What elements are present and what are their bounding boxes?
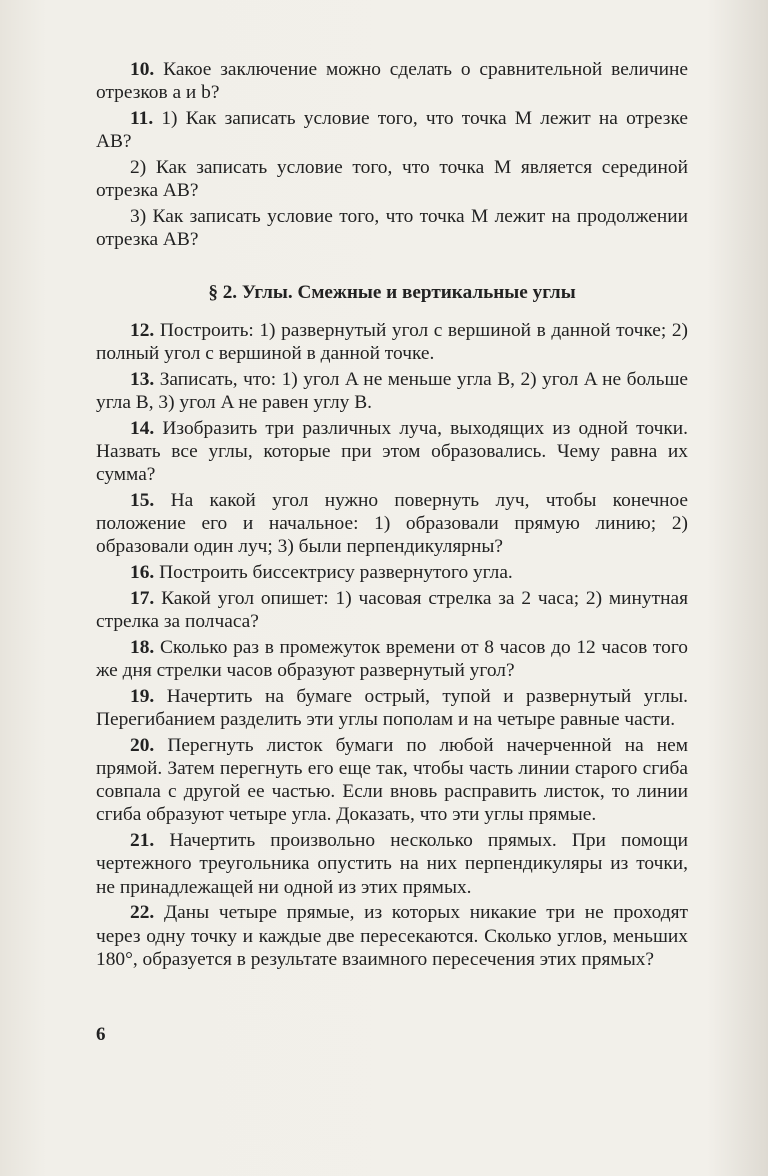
problem-text: Начертить на бумаге острый, тупой и развернутый углы. Перегибанием разделить эти углы пополам и на четыре равные части. xyxy=(96,685,688,731)
problem-17 xyxy=(96,587,688,633)
problem-14 xyxy=(96,417,688,487)
problem-22 xyxy=(96,901,688,971)
problem-text: Записать, что: 1) угол A не меньше угла B, 2) угол A не больше угла B, 3) угол A не равен углу B. xyxy=(96,368,688,413)
problem-number: 12. xyxy=(130,319,155,341)
problem-21 xyxy=(96,829,688,899)
problem-20 xyxy=(96,734,688,827)
problem-number: 13. xyxy=(130,368,155,390)
problem-text: Какое заключение можно сделать о сравнительной величине отрезков a и b? xyxy=(96,59,688,104)
problem-number: 18. xyxy=(130,636,155,658)
problem-text: Построить: 1) развернутый угол с вершиной в данной точке; 2) полный угол с вершиной в данной точке. xyxy=(96,319,688,364)
problem-number: 22. xyxy=(130,902,155,924)
problem-text: Построить биссектрису развернутого угла. xyxy=(159,562,513,584)
problem-number: 10. xyxy=(130,59,155,80)
problem-number: 19. xyxy=(130,685,155,707)
problem-19 xyxy=(96,685,688,731)
problem-10 xyxy=(96,58,688,104)
problem-11-part-2 xyxy=(96,156,688,202)
problem-number: 16. xyxy=(130,562,155,584)
problem-18 xyxy=(96,636,688,682)
problem-number: 15. xyxy=(130,489,155,511)
problem-text: 3) Как записать условие того, что точка M лежит на продолжении отрезка AB? xyxy=(96,206,688,251)
page-content xyxy=(96,58,688,974)
problem-15 xyxy=(96,489,688,559)
problem-text: Даны четыре прямые, из которых никакие три не проходят через одну точку и каждые две пересекаются. Сколько углов, меньших 180°, образуется в результате взаимного пересечения этих прямых? xyxy=(96,902,688,970)
problem-number: 14. xyxy=(130,417,155,439)
problem-text: Перегнуть листок бумаги по любой начерченной на нем прямой. Затем перегнуть его еще так, чтобы часть линии старого сгиба совпала с другой ее частью. Если вновь расправить листок, то линии сгиба образуют четыре угла. Доказать, что эти углы прямые. xyxy=(96,734,688,826)
problem-text: Какой угол опишет: 1) часовая стрелка за 2 часа; 2) минутная стрелка за полчаса? xyxy=(96,587,688,633)
problem-16 xyxy=(96,561,688,584)
problem-number: 17. xyxy=(130,587,155,609)
problem-text: На какой угол нужно повернуть луч, чтобы конечное положение его и начальное: 1) образовали прямую линию; 2) образовали один луч; 3) были перпендикулярны? xyxy=(96,489,688,558)
problem-11-part-3 xyxy=(96,205,688,251)
problem-12 xyxy=(96,319,688,365)
page-number: 6 xyxy=(96,1024,106,1045)
problem-number: 20. xyxy=(130,734,155,756)
problem-text: Начертить произвольно несколько прямых. При помощи чертежного треугольника опустить на них перпендикуляры из точки, не принадлежащей ни одной из этих прямых. xyxy=(96,830,688,898)
problem-text: 1) Как записать условие того, что точка M лежит на отрезке AB? xyxy=(96,108,688,153)
problem-number: 21. xyxy=(130,830,155,852)
problem-11-part-1 xyxy=(96,107,688,153)
problem-text: Изобразить три различных луча, выходящих из одной точки. Назвать все углы, которые при этом образовались. Чему равна их сумма? xyxy=(96,417,688,486)
section-heading: § 2. Углы. Смежные и вертикальные углы xyxy=(208,282,576,304)
problem-text: 2) Как записать условие того, что точка M является серединой отрезка AB? xyxy=(96,157,688,202)
problem-text: Сколько раз в промежуток времени от 8 часов до 12 часов того же дня стрелки часов образуют развернутый угол? xyxy=(96,636,688,682)
problem-number: 11. xyxy=(130,108,154,129)
problem-13 xyxy=(96,368,688,414)
